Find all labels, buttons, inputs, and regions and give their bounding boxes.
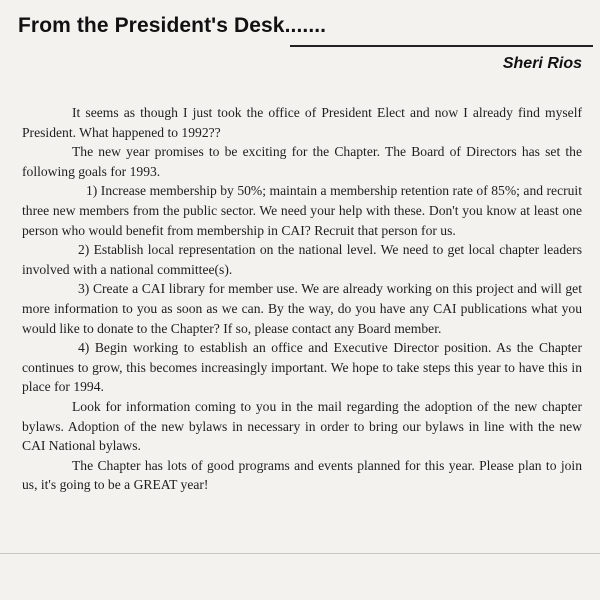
scan-fold-line (0, 553, 600, 554)
article-body (22, 103, 582, 495)
goal-item: 1) Increase membership by 50%; maintain a membership retention rate of 85%; and recruit three new members from the public sector. We need your help with these. Don't you know at least one person who would benefit from membership in CAI? Recruit that person for us. (22, 183, 582, 238)
author-byline: Sheri Rios (502, 55, 582, 72)
goal-item: 4) Begin working to establish an office and Executive Director position. As the Chapter continues to grow, this becomes increasingly important. We hope to take steps this year to have this in place for 1994. (22, 340, 582, 395)
column-title: From the President's Desk....... (18, 14, 327, 37)
article-paragraph: The Chapter has lots of good programs and events planned for this year. Please plan to join us, it's going to be a GREAT year! (22, 457, 582, 493)
article-paragraph: The new year promises to be exciting for the Chapter. The Board of Directors has set the following goals for 1993. (22, 144, 582, 179)
goal-item: 3) Create a CAI library for member use. We are already working on this project and will get more information to you as soon as we can. By the way, do you have any CAI publications what you would like to donate to the Chapter? If so, please contact any Board member. (22, 281, 582, 336)
title-underline (290, 45, 593, 47)
article-paragraph: Look for information coming to you in the mail regarding the adoption of the new chapter bylaws. Adoption of the new bylaws in necessary in order to bring our bylaws in line with the new CAI National bylaws. (22, 398, 582, 454)
goal-item: 2) Establish local representation on the national level. We need to get local chapter leaders involved with a national committee(s). (22, 242, 582, 277)
article-paragraph: It seems as though I just took the office of President Elect and now I already find myself President. What happened to 1992?? (22, 105, 582, 140)
